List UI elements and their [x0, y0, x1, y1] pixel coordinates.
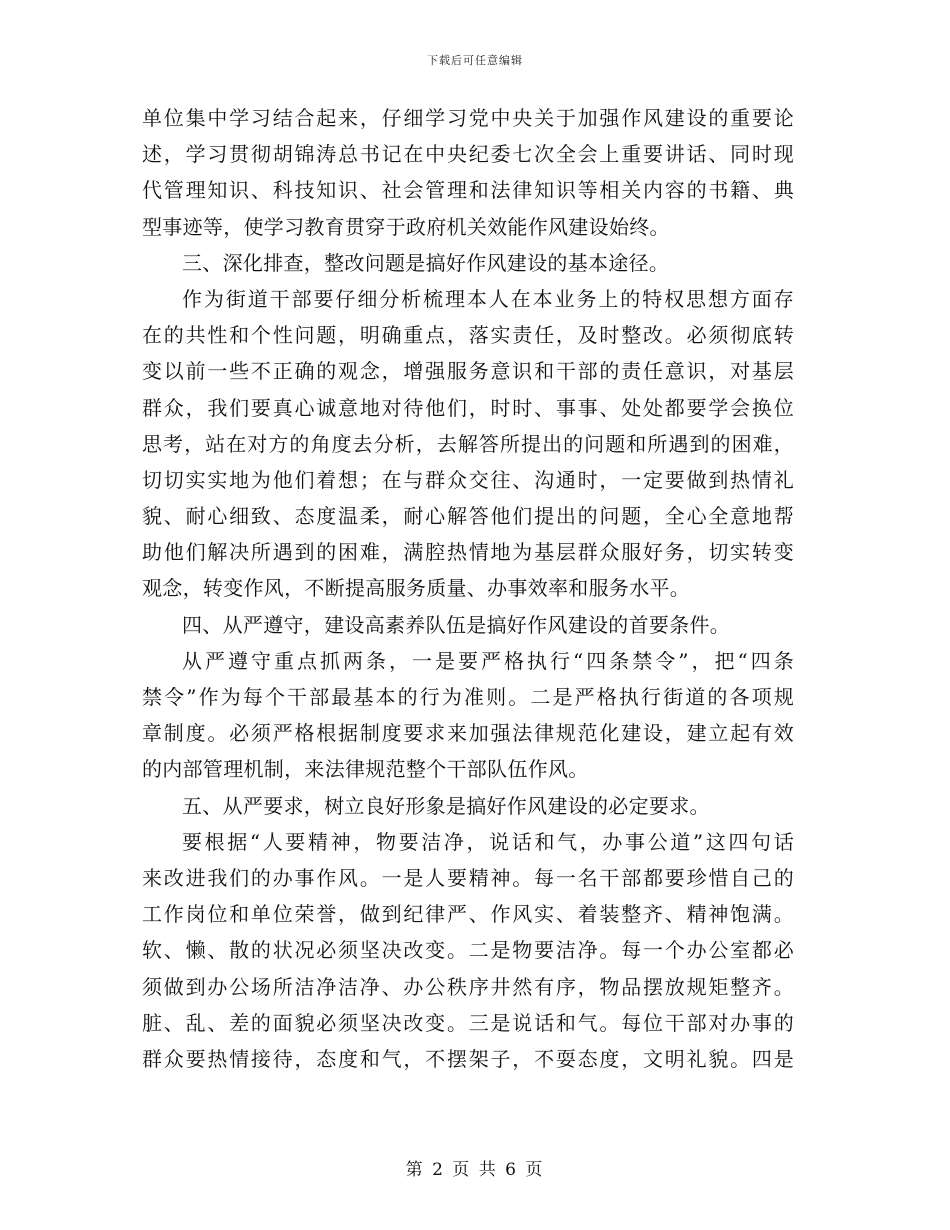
text-line: 脏、乱、差的面貌必须坚决改变。三是说话和气。每位干部对办事的 [142, 1010, 794, 1035]
text-line: 群众要热情接待，态度和气，不摆架子，不耍态度，文明礼貌。四是 [142, 1046, 794, 1071]
text-line: 四、从严遵守，建设高素养队伍是搞好作风建设的首要条件。 [182, 612, 731, 637]
text-line: 代管理知识、科技知识、社会管理和法律知识等相关内容的书籍、典 [142, 178, 794, 203]
text-line: 要根据“人要精神，物要洁净，说话和气，办事公道”这四句话 [182, 829, 794, 854]
text-line: 须做到办公场所洁净洁净、办公秩序井然有序，物品摆放规矩整齐。 [142, 974, 794, 999]
text-line: 思考，站在对方的角度去分析，去解答所提出的问题和所遇到的困难， [142, 431, 794, 456]
text-line: 软、懒、散的状况必须坚决改变。二是物要洁净。每一个办公室都必 [142, 938, 794, 963]
text-line: 群众，我们要真心诚意地对待他们，时时、事事、处处都要学会换位 [142, 395, 794, 420]
text-line: 变以前一些不正确的观念，增强服务意识和干部的责任意识，对基层 [142, 359, 794, 384]
text-line: 的内部管理机制，来法律规范整个干部队伍作风。 [142, 757, 589, 782]
text-line: 切切实实地为他们着想；在与群众交往、沟通时，一定要做到热情礼 [142, 467, 794, 492]
text-line: 禁令”作为每个干部最基本的行为准则。二是严格执行街道的各项规 [142, 685, 794, 709]
text-line: 述，学习贯彻胡锦涛总书记在中央纪委七次全会上重要讲话、同时现 [142, 142, 794, 167]
text-line: 工作岗位和单位荣誉，做到纪律严、作风实、着装整齐、精神饱满。 [142, 902, 794, 927]
page-footer: 第 2 页 共 6 页 [405, 1160, 545, 1180]
text-line: 助他们解决所遇到的困难，满腔热情地为基层群众服好务，切实转变 [142, 540, 794, 565]
text-line: 五、从严要求，树立良好形象是搞好作风建设的必定要求。 [182, 793, 710, 818]
text-line: 章制度。必须严格根据制度要求来加强法律规范化建设，建立起有效 [142, 721, 794, 746]
text-line: 作为街道干部要仔细分析梳理本人在本业务上的特权思想方面存 [182, 286, 794, 311]
text-line: 貌、耐心细致、态度温柔，耐心解答他们提出的问题，全心全意地帮 [142, 504, 794, 529]
text-line: 单位集中学习结合起来，仔细学习党中央关于加强作风建设的重要论 [142, 106, 794, 130]
text-line: 在的共性和个性问题，明确重点，落实责任，及时整改。必须彻底转 [142, 323, 794, 348]
text-line: 从严遵守重点抓两条，一是要严格执行“四条禁令”，把“四条 [182, 648, 794, 673]
text-line: 来改进我们的办事作风。一是人要精神。每一名干部都要珍惜自己的 [142, 865, 794, 890]
text-line: 观念，转变作风，不断提高服务质量、办事效率和服务水平。 [142, 576, 691, 601]
text-line: 型事迹等，使学习教育贯穿于政府机关效能作风建设始终。 [142, 214, 670, 239]
text-line: 三、深化排查，整改问题是搞好作风建设的基本途径。 [182, 250, 670, 275]
page-header: 下载后可任意编辑 [427, 54, 523, 67]
document-body [142, 100, 794, 1077]
